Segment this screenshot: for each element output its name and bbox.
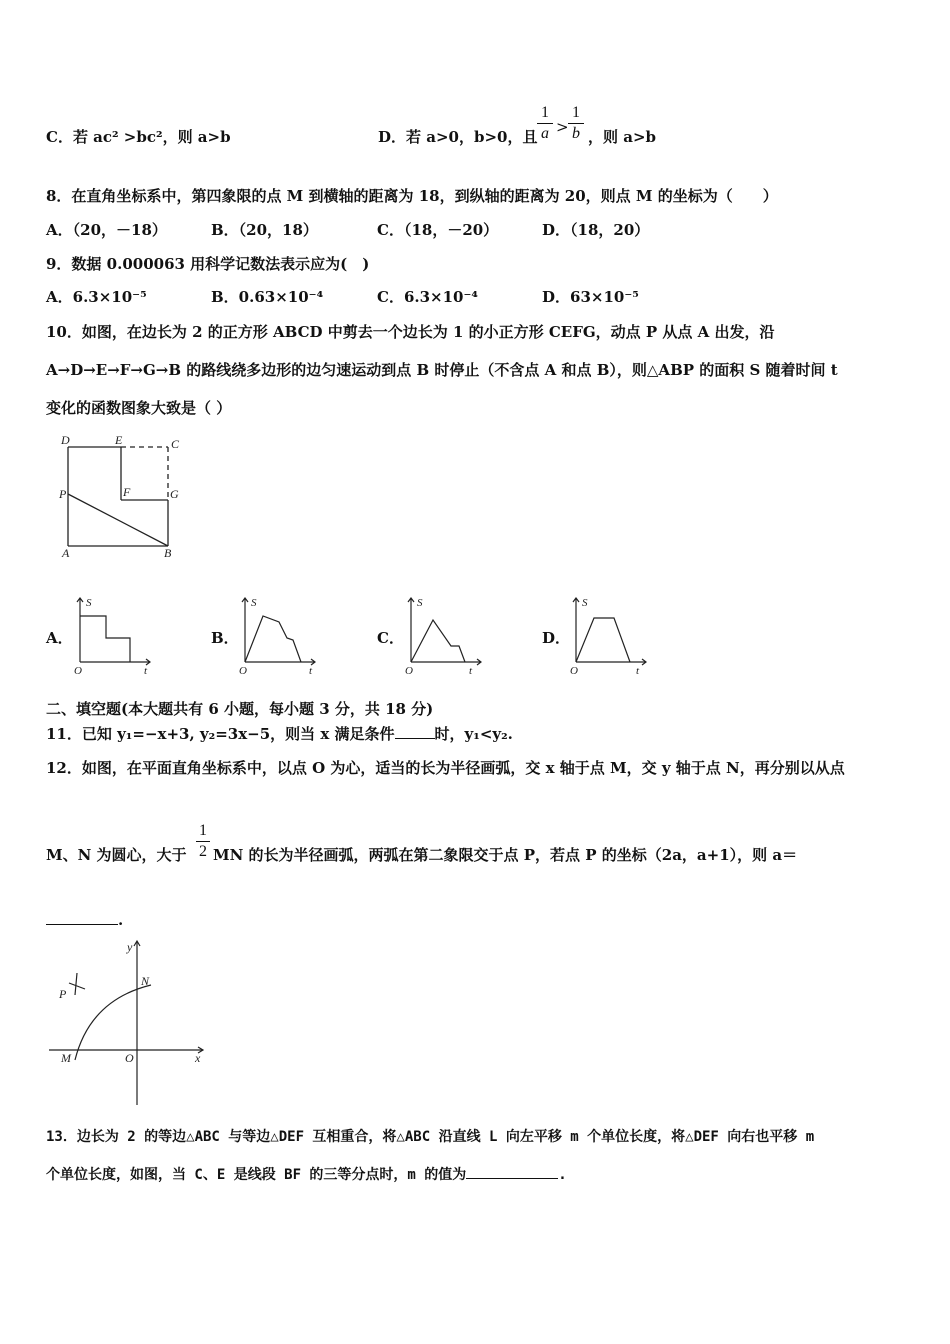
label-a: A <box>62 546 70 560</box>
y-axis-label: y <box>127 940 133 954</box>
q10-line-3: 变化的函数图象大致是（ ） <box>46 399 232 417</box>
label-c: C <box>171 437 180 451</box>
label-e: E <box>115 433 123 447</box>
q13-period: . <box>558 1167 567 1183</box>
q10-option-b-label: B． <box>211 629 239 647</box>
q10-line-1: 10．如图，在边长为 2 的正方形 ABCD 中剪去一个边长为 1 的小正方形 CEFG，动点 P 从点 A 出发，沿 <box>46 323 775 341</box>
fraction-numerator: 1 <box>537 103 553 124</box>
q7-fraction-1-over-a <box>537 103 553 144</box>
q12-fraction-one-half <box>196 821 210 862</box>
t-axis-label: t <box>636 665 640 677</box>
q10-option-d-graph <box>566 592 651 680</box>
x-axis-label: x <box>195 1051 201 1065</box>
q11-text-start: 11．已知 y₁=−x+3, y₂=3x−5，则当 x 满足条件 <box>46 725 395 743</box>
q11-text <box>46 724 513 744</box>
origin-label: O <box>125 1051 134 1065</box>
q8-option-c: C．（18，－20） <box>377 221 499 239</box>
fraction-denominator: 2 <box>199 843 207 860</box>
q8-stem: 8．在直角坐标系中，第四象限的点 M 到横轴的距离为 18，到纵轴的距离为 20，则点 M 的坐标为（ ） <box>46 187 778 205</box>
q8-option-a: A．（20，－18） <box>46 221 167 239</box>
s-axis-label: S <box>417 597 423 609</box>
q13-line-2-text: 个单位长度，如图，当 C、E 是线段 BF 的三等分点时，m 的值为 <box>46 1167 467 1183</box>
q7-greater-than: > <box>556 118 569 136</box>
q7-option-d-prefix: D．若 a>0，b>0，且 <box>378 128 538 146</box>
s-axis-label: S <box>582 597 588 609</box>
q13-line-1: 13．边长为 2 的等边△ABC 与等边△DEF 互相重合，将△ABC 沿直线 L 向左平移 m 个单位长度，将△DEF 向右也平移 m <box>46 1129 815 1145</box>
s-axis-label: S <box>251 597 257 609</box>
label-g: G <box>170 487 179 501</box>
q10-option-a-graph <box>70 592 155 680</box>
q12-answer-line <box>46 910 123 930</box>
q10-square-figure <box>55 430 190 560</box>
q8-option-d: D．（18，20） <box>542 221 650 239</box>
q12-line-1: 12．如图，在平面直角坐标系中，以点 O 为心，适当的长为半径画弧，交 x 轴于点 M，交 y 轴于点 N，再分别以从点 <box>46 759 845 777</box>
label-m: M <box>61 1051 71 1065</box>
q9-option-a: A．6.3×10⁻⁵ <box>46 288 147 306</box>
q11-text-end: 时，y₁<y₂. <box>434 725 513 743</box>
label-p: P <box>59 987 67 1001</box>
label-n: N <box>141 974 150 988</box>
origin-label: O <box>570 665 578 677</box>
fraction-numerator: 1 <box>196 821 210 842</box>
q11-answer-blank <box>395 738 435 739</box>
q10-option-c-graph <box>401 592 486 680</box>
q9-option-c: C．6.3×10⁻⁴ <box>377 288 478 306</box>
q9-stem: 9．数据 0.000063 用科学记数法表示应为( ) <box>46 255 370 273</box>
q13-line-2 <box>46 1165 567 1185</box>
q10-option-b-graph <box>235 592 320 680</box>
fraction-numerator: 1 <box>568 103 584 124</box>
q10-option-d-label: D． <box>542 629 571 647</box>
label-d: D <box>61 433 70 447</box>
q12-line-2-prefix: M、N 为圆心，大于 <box>46 846 187 864</box>
q12-period: . <box>118 911 124 929</box>
q9-option-b: B．0.63×10⁻⁴ <box>211 288 324 306</box>
label-b: B <box>164 546 172 560</box>
q10-option-c-label: C． <box>377 629 404 647</box>
t-axis-label: t <box>469 665 473 677</box>
label-f: F <box>123 485 131 499</box>
section-2-title: 二、填空题(本大题共有 6 小题，每小题 3 分，共 18 分) <box>46 700 434 718</box>
q10-line-2: A→D→E→F→G→B 的路线绕多边形的边匀速运动到点 B 时停止（不含点 A 和点 B），则△ABP 的面积 S 随着时间 t <box>46 361 838 379</box>
origin-label: O <box>405 665 413 677</box>
label-p: P <box>59 487 67 501</box>
t-axis-label: t <box>309 665 313 677</box>
q13-answer-blank <box>466 1178 558 1179</box>
q7-fraction-1-over-b <box>568 103 584 144</box>
t-axis-label: t <box>144 665 148 677</box>
q12-coordinate-figure <box>45 935 215 1110</box>
q12-line-2-suffix: MN 的长为半径画弧，两弧在第二象限交于点 P，若点 P 的坐标（2a，a+1），则 a＝ <box>213 846 798 864</box>
q7-option-c: C．若 ac² >bc²，则 a>b <box>46 128 231 146</box>
q9-option-d: D．63×10⁻⁵ <box>542 288 639 306</box>
q7-option-d-suffix: ，则 a>b <box>588 128 656 146</box>
q12-answer-blank <box>46 924 118 925</box>
fraction-denominator: a <box>541 125 549 142</box>
origin-label: O <box>239 665 247 677</box>
q8-option-b: B．（20，18） <box>211 221 318 239</box>
fraction-denominator: b <box>572 125 580 142</box>
origin-label: O <box>74 665 82 677</box>
s-axis-label: S <box>86 597 92 609</box>
q10-option-a-label: A． <box>46 629 73 647</box>
